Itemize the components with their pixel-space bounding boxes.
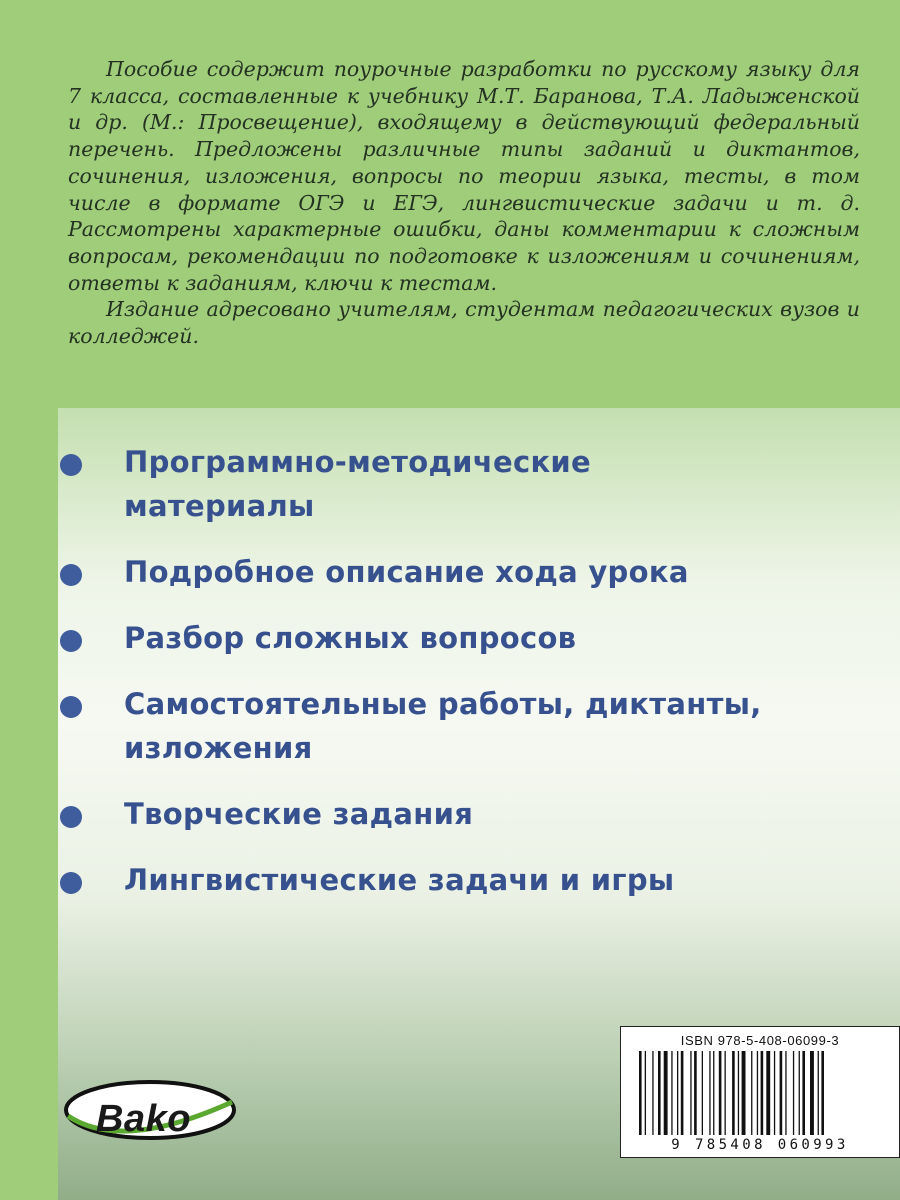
bullet-icon	[60, 454, 82, 476]
annotation-paragraph-1: Пособие содержит поурочные разработки по русскому языку для 7 класса, составленные к учебнику М.Т. Баранова, Т.А. Ладыженской и др. (М.: Просвещение), входящему в действующий федеральный перечень. Предложены различные типы заданий и диктантов, сочинения, изложения, вопросы по теории языка, тесты, в том числе в формате ОГЭ и ЕГЭ, лингвистические задачи и т. д. Рассмотрены характерные ошибки, даны комментарии к сложным вопросам, рекомендации по подготовке к изложениям и сочинениям, ответы к заданиям, ключи к тестам.	[68, 57, 860, 295]
feature-label: Самостоятельные работы, диктанты, изложения	[124, 687, 762, 765]
annotation-text	[68, 56, 860, 350]
feature-item	[60, 858, 780, 902]
bullet-icon	[60, 806, 82, 828]
feature-label: Разбор сложных вопросов	[124, 621, 577, 655]
bullet-icon	[60, 872, 82, 894]
feature-item	[60, 440, 780, 528]
features-list	[60, 440, 780, 924]
bullet-icon	[60, 564, 82, 586]
barcode-icon	[635, 1051, 885, 1137]
barcode-digits: 9 785408 060993	[621, 1137, 899, 1153]
publisher-logo-text: Bako	[96, 1098, 191, 1140]
feature-item	[60, 682, 780, 770]
isbn-barcode-block	[620, 1026, 900, 1158]
annotation-paragraph-2: Издание адресовано учителям, студентам педагогических вузов и колледжей.	[68, 297, 860, 349]
bullet-icon	[60, 696, 82, 718]
feature-item	[60, 616, 780, 660]
bullet-icon	[60, 630, 82, 652]
feature-item	[60, 792, 780, 836]
feature-label: Творческие задания	[124, 797, 474, 831]
feature-label: Лингвистические задачи и игры	[124, 863, 675, 897]
feature-item	[60, 550, 780, 594]
isbn-number: ISBN 978-5-408-06099-3	[680, 1033, 840, 1048]
feature-label: Программно-методические материалы	[124, 445, 592, 523]
feature-label: Подробное описание хода урока	[124, 555, 689, 589]
